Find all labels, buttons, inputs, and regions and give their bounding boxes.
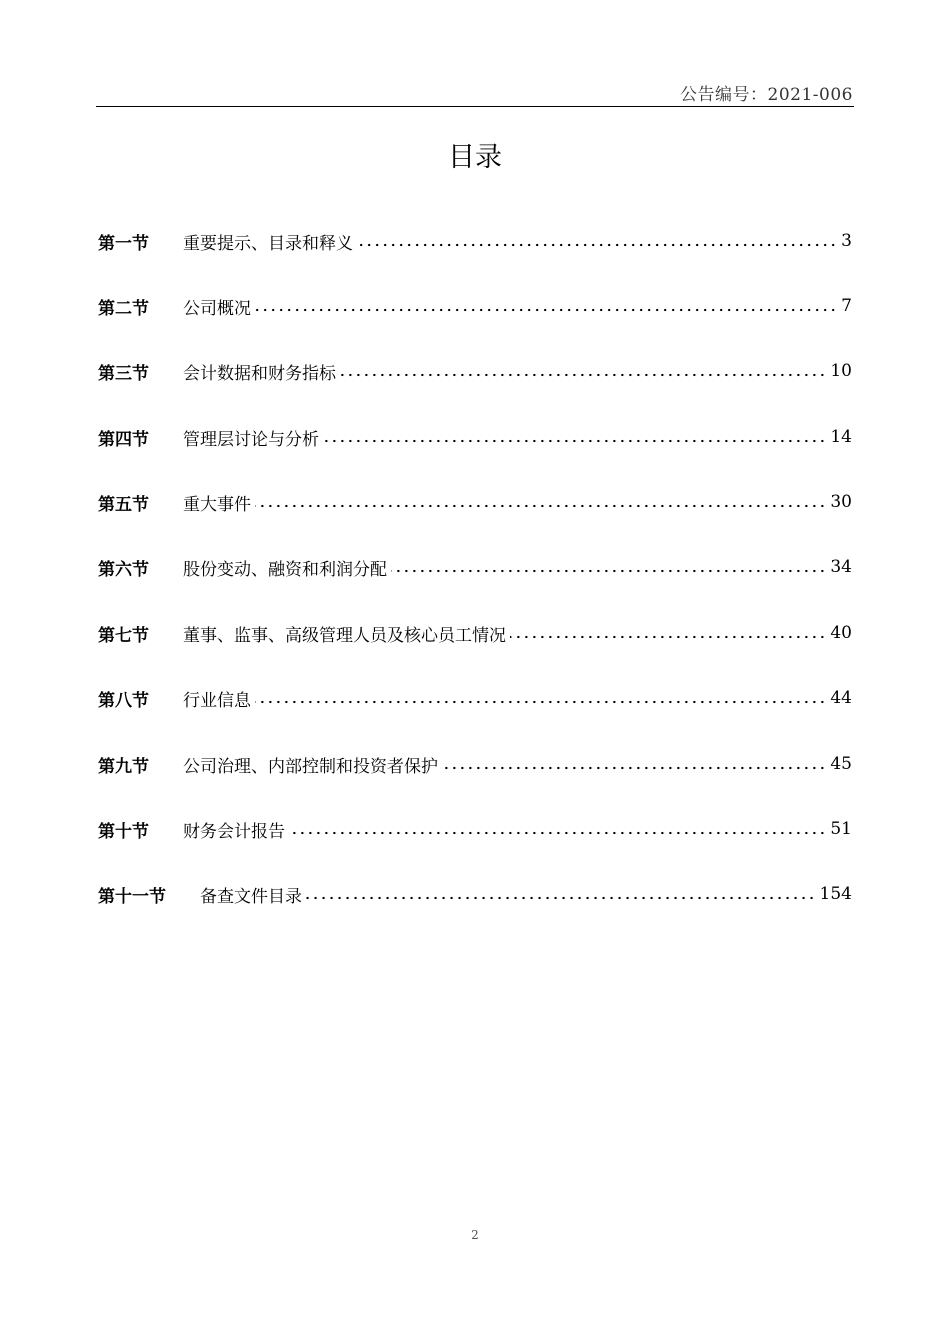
toc-entry[interactable]: [98, 814, 852, 844]
toc-page-number: 45: [830, 754, 852, 774]
toc-entry[interactable]: [98, 291, 852, 321]
page-number-footer: 2: [471, 1228, 479, 1242]
toc-section-title: 重大事件: [183, 494, 251, 515]
announcement-number: 公告编号：2021-006: [680, 85, 853, 105]
toc-entry[interactable]: [98, 487, 852, 517]
toc-entry[interactable]: [98, 422, 852, 452]
toc-dot-leader: [255, 700, 826, 704]
toc-entry[interactable]: [98, 879, 852, 909]
toc-section-number: 第九节: [98, 756, 149, 777]
toc-page-number: 10: [830, 361, 852, 381]
toc-entry[interactable]: [98, 356, 852, 386]
toc-dot-leader: [357, 243, 837, 247]
toc-entry[interactable]: [98, 618, 852, 648]
page-title: 目录: [448, 142, 502, 174]
toc-dot-leader: [323, 439, 826, 443]
toc-section-number: 第七节: [98, 625, 149, 646]
toc-page-number: 3: [841, 231, 852, 251]
toc-page-number: 154: [819, 884, 852, 904]
toc-entry[interactable]: [98, 552, 852, 582]
toc-section-title: 行业信息: [183, 690, 251, 711]
toc-section-title: 公司概况: [183, 298, 251, 319]
toc-section-number: 第三节: [98, 363, 149, 384]
toc-section-title: 会计数据和财务指标: [183, 363, 336, 384]
toc-page-number: 14: [830, 427, 852, 447]
toc-entry[interactable]: [98, 226, 852, 256]
toc-dot-leader: [255, 308, 837, 312]
toc-page-number: 34: [830, 557, 852, 577]
toc-dot-leader: [442, 766, 826, 770]
toc-section-title: 股份变动、融资和利润分配: [183, 559, 387, 580]
toc-section-number: 第六节: [98, 559, 149, 580]
toc-dot-leader: [255, 504, 826, 508]
toc-section-number: 第一节: [98, 233, 149, 254]
toc-entry[interactable]: [98, 749, 852, 779]
toc-dot-leader: [391, 569, 826, 573]
toc-page-number: 7: [841, 296, 852, 316]
toc-section-number: 第四节: [98, 429, 149, 450]
toc-section-number: 第二节: [98, 298, 149, 319]
toc-dot-leader: [510, 635, 826, 639]
toc-section-title: 财务会计报告: [183, 821, 285, 842]
toc-section-title: 备查文件目录: [200, 886, 302, 907]
toc-page-number: 30: [830, 492, 852, 512]
toc-section-title: 重要提示、目录和释义: [183, 233, 353, 254]
toc-page-number: 44: [830, 688, 852, 708]
toc-section-number: 第五节: [98, 494, 149, 515]
toc-section-number: 第十节: [98, 821, 149, 842]
toc-entry[interactable]: [98, 683, 852, 713]
toc-section-title: 董事、监事、高级管理人员及核心员工情况: [183, 625, 506, 646]
header-divider: [96, 106, 854, 107]
toc-section-number: 第十一节: [98, 886, 166, 907]
toc-page-number: 40: [830, 623, 852, 643]
toc-dot-leader: [289, 831, 826, 835]
toc-section-number: 第八节: [98, 690, 149, 711]
toc-section-title: 公司治理、内部控制和投资者保护: [183, 756, 438, 777]
toc-page-number: 51: [830, 819, 852, 839]
toc-dot-leader: [340, 373, 826, 377]
toc-dot-leader: [306, 896, 816, 900]
toc-section-title: 管理层讨论与分析: [183, 429, 319, 450]
